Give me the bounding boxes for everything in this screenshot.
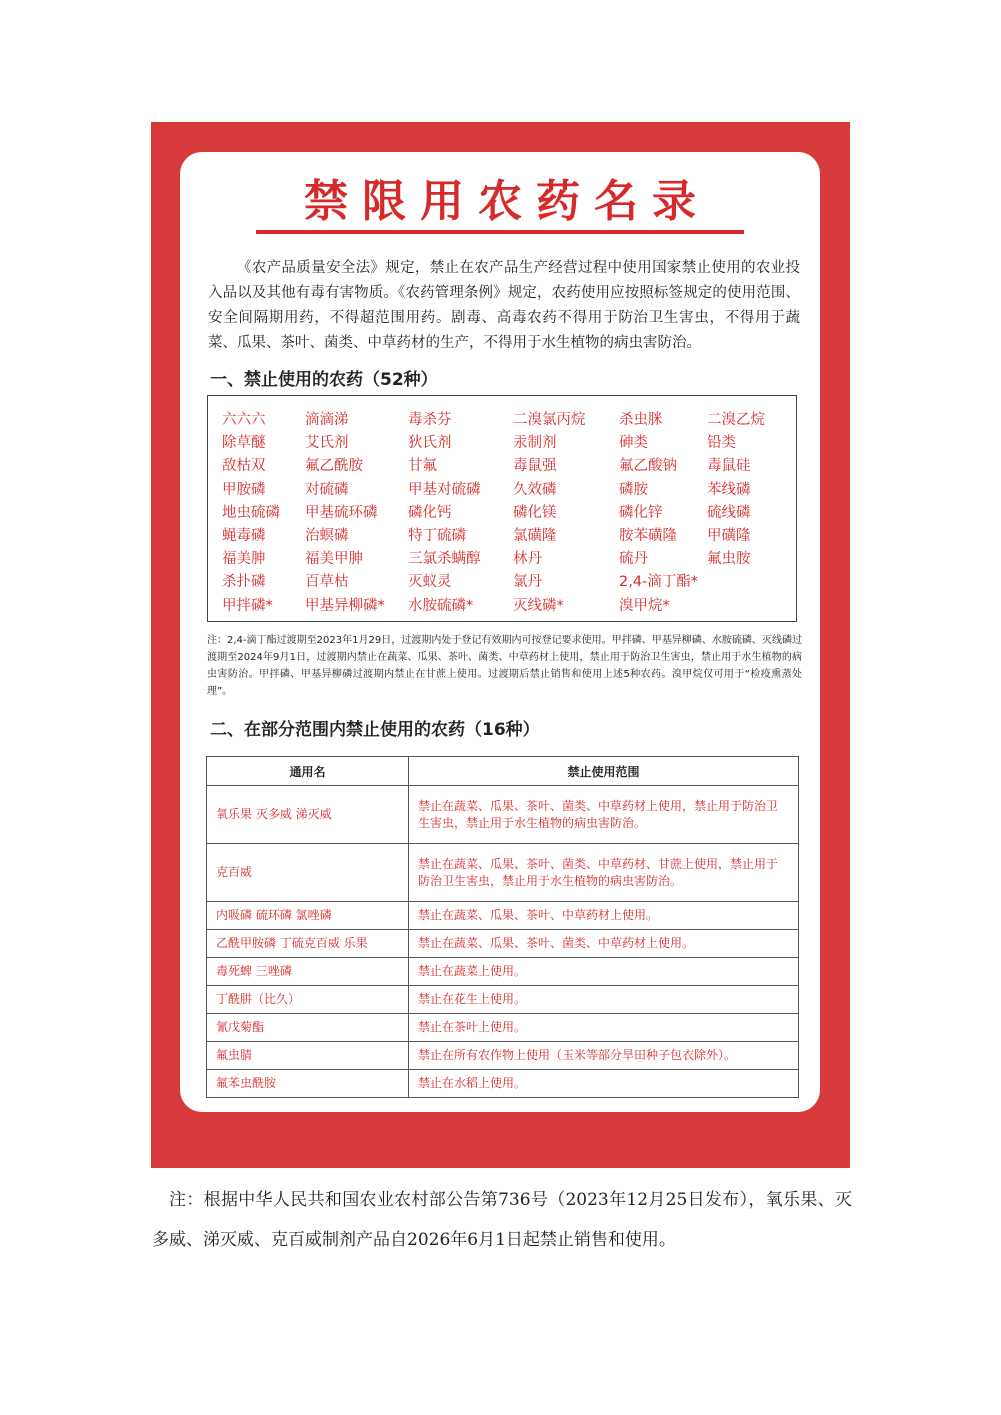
banned-pesticide-box xyxy=(207,395,797,622)
table-body xyxy=(207,786,799,1098)
banned-pesticide-item: 甲胺磷 xyxy=(222,481,266,498)
banned-pesticide-item: 硫线磷 xyxy=(707,504,751,521)
table-header-row xyxy=(207,757,799,786)
title-underline xyxy=(256,230,744,234)
banned-pesticide-item: 杀虫脒 xyxy=(619,412,663,428)
table-row xyxy=(207,930,799,958)
banned-pesticide-item: 氯磺隆 xyxy=(513,527,557,544)
banned-pesticide-item: 磷胺 xyxy=(619,481,648,498)
poster-card xyxy=(180,152,820,1112)
poster-title: 禁限用农药名录 xyxy=(304,176,710,227)
banned-pesticide-item: 汞制剂 xyxy=(513,435,557,452)
banned-pesticide-item: 二溴乙烷 xyxy=(707,412,765,428)
banned-pesticide-item: 百草枯 xyxy=(305,574,349,591)
ban-scope-cell: 禁止在蔬菜、瓜果、茶叶、中草药材上使用。 xyxy=(409,902,799,930)
banned-pesticide-item xyxy=(707,594,792,617)
ban-scope-cell: 禁止在蔬菜、瓜果、茶叶、菌类、中草药材、甘蔗上使用，禁止用于防治卫生害虫，禁止用于水生植物的病虫害防治。 xyxy=(409,844,799,902)
header-name: 通用名 xyxy=(207,757,409,786)
banned-pesticide-item: 特丁硫磷 xyxy=(408,527,466,544)
banned-pesticide-item: 硫丹 xyxy=(619,551,648,568)
ban-scope-cell: 禁止在茶叶上使用。 xyxy=(409,1014,799,1042)
banned-pesticide-item: 滴滴涕 xyxy=(305,412,349,428)
table-row xyxy=(207,958,799,986)
table-row xyxy=(207,986,799,1014)
banned-pesticide-item: 氯丹 xyxy=(513,574,542,591)
table-row xyxy=(207,1042,799,1070)
section2-title: 二、在部分范围内禁止使用的农药（16种） xyxy=(210,720,540,740)
banned-pesticide-item: 砷类 xyxy=(619,435,648,452)
section1-title: 一、禁止使用的农药（52种） xyxy=(210,370,438,390)
section1-note: 注：2,4-滴丁酯过渡期至2023年1月29日，过渡期内处于登记有效期内可按登记要求使用。甲拌磷、甲基异柳磷、水胺硫磷、灭线磷过渡期至2024年9月1日，过渡期内禁止在蔬菜、瓜果、茶叶、菌类、中草药材上使用，禁止用于防治卫生害虫，禁止用于水生植物的病虫害防治。甲拌磷、甲基异柳磷过渡期内禁止在甘蔗上使用。过渡期后禁止销售和使用上述5种农药。溴甲烷仅可用于“检疫熏蒸处理”。 xyxy=(207,635,802,697)
pesticide-name-cell: 乙酰甲胺磷 丁硫克百威 乐果 xyxy=(207,930,409,958)
table-row xyxy=(207,902,799,930)
banned-pesticide-item: 对硫磷 xyxy=(305,481,349,498)
intro-paragraph: 《农产品质量安全法》规定，禁止在农产品生产经营过程中使用国家禁止使用的农业投入品以及其他有毒有害物质。《农药管理条例》规定，农药使用应按照标签规定的使用范围、安全间隔期用药，不得超范围用药。剧毒、高毒农药不得用于防治卫生害虫，不得用于蔬菜、瓜果、茶叶、菌类、中草药材的生产，不得用于水生植物的病虫害防治。 xyxy=(208,260,800,351)
banned-pesticide-item: 治螟磷 xyxy=(305,527,349,544)
ban-scope-cell: 禁止在蔬菜上使用。 xyxy=(409,958,799,986)
title-wrap xyxy=(180,174,820,230)
banned-pesticide-item: 氟乙酸钠 xyxy=(619,458,677,475)
table-row xyxy=(207,1014,799,1042)
banned-pesticide-item: 氟乙酰胺 xyxy=(305,458,363,475)
banned-pesticide-item: 灭线磷* xyxy=(513,597,564,614)
banned-pesticide-item: 苯线磷 xyxy=(707,481,751,498)
ban-scope-cell: 禁止在蔬菜、瓜果、茶叶、菌类、中草药材上使用，禁止用于防治卫生害虫，禁止用于水生植物的病虫害防治。 xyxy=(409,786,799,844)
ban-scope-cell: 禁止在所有农作物上使用（玉米等部分旱田种子包衣除外）。 xyxy=(409,1042,799,1070)
banned-pesticide-item: 狄氏剂 xyxy=(408,435,452,452)
banned-pesticide-item: 地虫硫磷 xyxy=(222,504,280,521)
banned-pesticide-item: 蝇毒磷 xyxy=(222,527,266,544)
header-scope: 禁止使用范围 xyxy=(409,757,799,786)
ban-scope-cell: 禁止在花生上使用。 xyxy=(409,986,799,1014)
banned-pesticide-item: 水胺硫磷* xyxy=(408,597,474,614)
banned-pesticide-item: 艾氏剂 xyxy=(305,435,349,452)
banned-pesticide-item: 甲基异柳磷* xyxy=(305,597,385,614)
banned-pesticide-item: 福美甲胂 xyxy=(305,551,363,568)
banned-pesticide-item: 2,4-滴丁酯* xyxy=(619,574,699,591)
ban-scope-cell: 禁止在蔬菜、瓜果、茶叶、菌类、中草药材上使用。 xyxy=(409,930,799,958)
banned-pesticide-item: 毒鼠强 xyxy=(513,458,557,475)
banned-pesticide-item: 胺苯磺隆 xyxy=(619,527,677,544)
pesticide-name-cell: 氟虫腈 xyxy=(207,1042,409,1070)
banned-pesticide-item: 敌枯双 xyxy=(222,458,266,475)
table-row xyxy=(207,1070,799,1098)
pesticide-name-cell: 氟苯虫酰胺 xyxy=(207,1070,409,1098)
banned-pesticide-item: 甲磺隆 xyxy=(707,527,751,544)
bottom-note: 注：根据中华人民共和国农业农村部公告第736号（2023年12月25日发布），氧乐果、灭多威、涕灭威、克百威制剂产品自2026年6月1日起禁止销售和使用。 xyxy=(152,1190,852,1250)
pesticide-name-cell: 克百威 xyxy=(207,844,409,902)
banned-pesticide-item: 毒鼠硅 xyxy=(707,458,751,475)
banned-pesticide-item: 久效磷 xyxy=(513,481,557,498)
banned-pesticide-item: 溴甲烷* xyxy=(619,597,670,614)
table-row xyxy=(207,844,799,902)
banned-pesticide-item: 三氯杀螨醇 xyxy=(408,551,481,568)
banned-pesticide-item: 灭蚁灵 xyxy=(408,574,452,591)
banned-pesticide-item xyxy=(707,570,792,593)
banned-pesticide-item: 甘氟 xyxy=(408,458,437,475)
pesticide-name-cell: 氰戊菊酯 xyxy=(207,1014,409,1042)
banned-pesticide-item: 除草醚 xyxy=(222,435,266,452)
banned-pesticide-grid xyxy=(222,408,792,617)
banned-pesticide-item: 六六六 xyxy=(222,412,266,428)
banned-pesticide-item: 林丹 xyxy=(513,551,542,568)
pesticide-name-cell: 丁酰肼（比久） xyxy=(207,986,409,1014)
banned-pesticide-item: 磷化镁 xyxy=(513,504,557,521)
banned-pesticide-item: 福美胂 xyxy=(222,551,266,568)
banned-pesticide-item: 磷化锌 xyxy=(619,504,663,521)
banned-pesticide-item: 二溴氯丙烷 xyxy=(513,412,586,428)
pesticide-name-cell: 内吸磷 硫环磷 氯唑磷 xyxy=(207,902,409,930)
banned-pesticide-item: 甲拌磷* xyxy=(222,597,273,614)
pesticide-name-cell: 氧乐果 灭多威 涕灭威 xyxy=(207,786,409,844)
banned-pesticide-item: 甲基对硫磷 xyxy=(408,481,481,498)
banned-pesticide-item: 铅类 xyxy=(707,435,736,452)
restricted-pesticide-table xyxy=(206,756,799,1098)
table-row xyxy=(207,786,799,844)
pesticide-name-cell: 毒死蜱 三唑磷 xyxy=(207,958,409,986)
banned-pesticide-item: 杀扑磷 xyxy=(222,574,266,591)
banned-pesticide-item: 毒杀芬 xyxy=(408,412,452,428)
banned-pesticide-item: 甲基硫环磷 xyxy=(305,504,378,521)
banned-pesticide-item: 磷化钙 xyxy=(408,504,452,521)
banned-pesticide-item: 氟虫胺 xyxy=(707,551,751,568)
ban-scope-cell: 禁止在水稻上使用。 xyxy=(409,1070,799,1098)
